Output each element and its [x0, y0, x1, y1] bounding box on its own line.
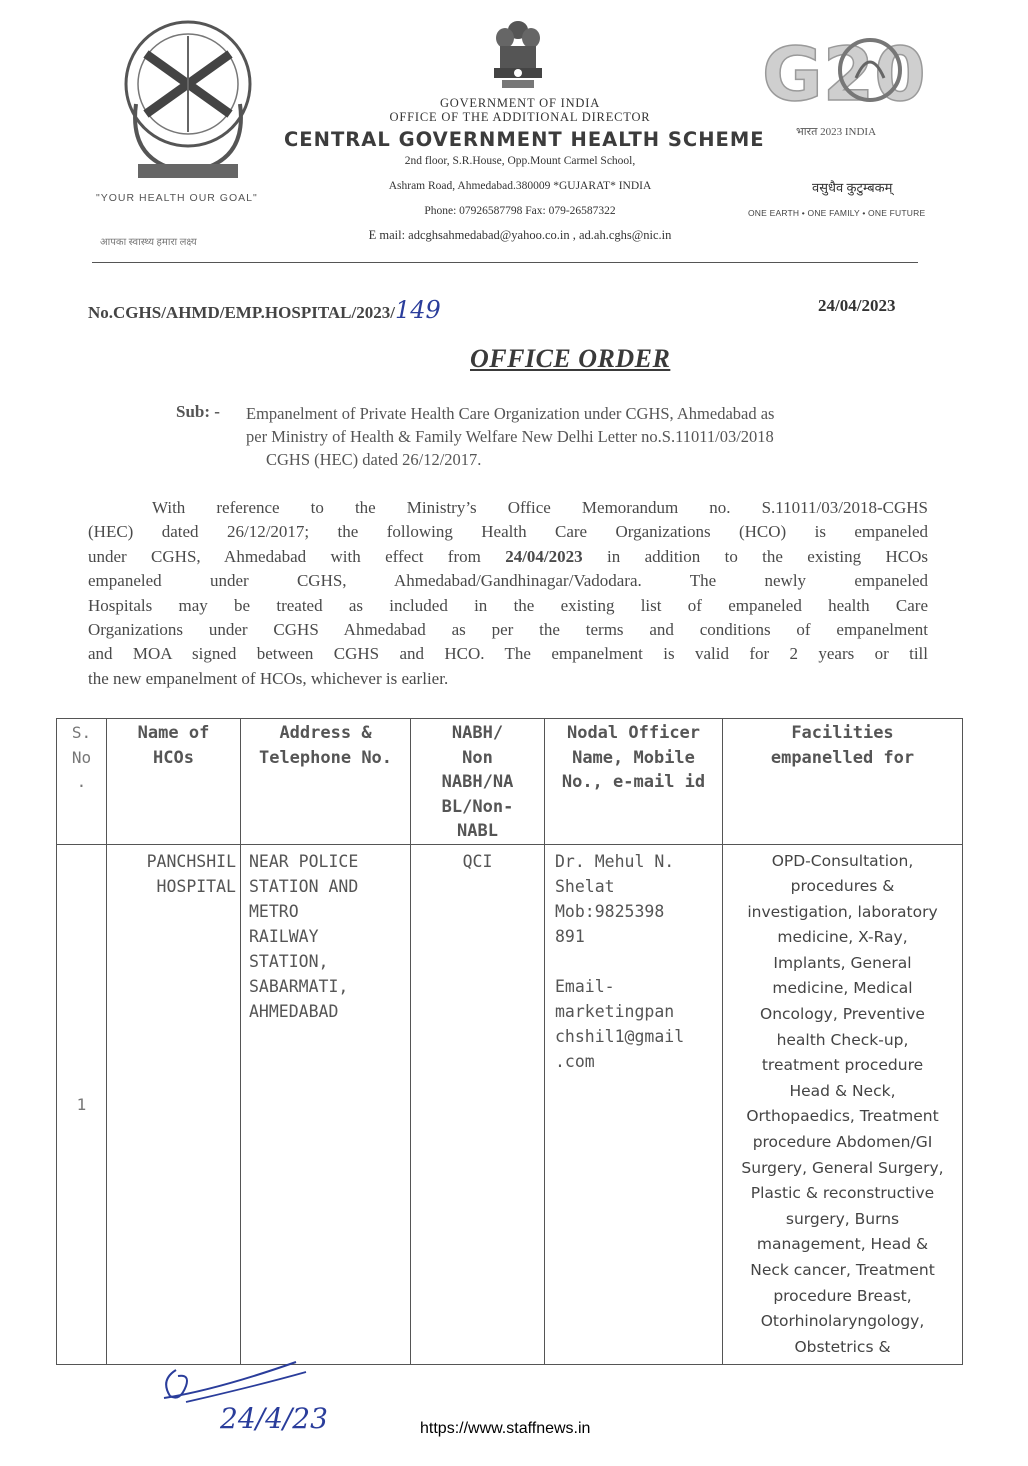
row-name-line: HOSPITAL	[156, 876, 236, 896]
table-header-row	[57, 719, 963, 845]
header-nabh-line: BL/Non-	[441, 796, 514, 817]
row-address-line: NEAR POLICE	[249, 851, 359, 871]
row-nodal-line: Dr. Mehul N.	[555, 851, 675, 871]
facility-line: procedure Abdomen/GI	[752, 1133, 933, 1152]
facility-line: Otorhinolaryngology,	[760, 1312, 925, 1331]
facility-line: investigation, laboratory	[747, 902, 938, 921]
row-facilities-list	[723, 845, 962, 1365]
row-address-line: SABARMATI,	[249, 976, 349, 996]
header-name-line: Name of	[137, 723, 210, 743]
header-address-line: Address &	[279, 723, 372, 743]
reference-handwritten-number: 149	[394, 296, 441, 324]
header-nodal	[545, 719, 723, 845]
body-line: Hospitals may be treated as included in the existing list of empaneled health Care	[88, 595, 928, 615]
header-sno-line: .	[76, 772, 87, 791]
header-facilities-line: Facilities	[791, 723, 894, 743]
body-line: and MOA signed between CGHS and HCO. The empanelment is valid for 2 years or till	[88, 644, 928, 664]
header-nabh-line: Non	[462, 747, 493, 768]
row-facilities	[723, 844, 963, 1365]
facility-line: treatment procedure	[761, 1056, 924, 1075]
hco-table	[56, 718, 963, 1365]
scheme-title: CENTRAL GOVERNMENT HEALTH SCHEME	[284, 128, 765, 151]
row-address-line: RAILWAY	[249, 926, 319, 946]
signature	[156, 1350, 346, 1440]
reference-number	[88, 296, 441, 324]
header-name-line: HCOs	[153, 747, 194, 768]
reference-number-text: No.CGHS/AHMD/EMP.HOSPITAL/2023/	[88, 303, 395, 322]
header-nodal-line: Name, Mobile	[572, 747, 695, 768]
row-nabh-value: QCI	[462, 851, 493, 871]
national-emblem-icon	[488, 16, 548, 94]
subject-line: Empanelment of Private Health Care Organization under CGHS, Ahmedabad as	[246, 404, 775, 423]
facility-line: Plastic & reconstructive	[750, 1184, 935, 1203]
body-line: empaneled under CGHS, Ahmedabad/Gandhinagar/Vadodara. The newly empaneled	[88, 571, 928, 591]
office-line: OFFICE OF THE ADDITIONAL DIRECTOR	[389, 110, 651, 124]
logo-tagline: "YOUR HEALTH OUR GOAL"	[96, 192, 258, 204]
row-nodal-line	[555, 949, 714, 974]
effective-date: 24/04/2023	[505, 546, 583, 566]
g20-motto: ONE EARTH • ONE FAMILY • ONE FUTURE	[748, 208, 926, 218]
row-nodal	[545, 844, 723, 1365]
g20-hindi-motto: वसुधैव कुटुम्बकम्	[812, 180, 893, 195]
subject-line: CGHS (HEC) dated 26/12/2017.	[266, 450, 482, 469]
row-address-line: METRO	[249, 901, 299, 921]
row-nodal-line: Email-	[555, 976, 615, 996]
header-name	[107, 719, 241, 845]
subject-line: per Ministry of Health & Family Welfare New Delhi Letter no.S.11011/03/2018	[246, 427, 774, 446]
address-line-2: Ashram Road, Ahmedabad.380009 *GUJARAT* INDIA	[388, 180, 652, 192]
row-address-line: AHMEDABAD	[249, 1001, 339, 1021]
order-date: 24/04/2023	[818, 296, 896, 315]
row-nodal-line: Mob:9825398	[555, 901, 665, 921]
header-divider	[92, 262, 918, 263]
row-address-line: STATION AND	[249, 876, 359, 896]
body-line: With reference to the Ministry’s Office Memorandum no. S.11011/03/2018-CGHS	[152, 498, 928, 517]
facility-line: Implants, General	[773, 953, 912, 972]
order-body	[88, 496, 928, 691]
body-line: Organizations under CGHS Ahmedabad as per the terms and conditions of empanelment	[88, 620, 928, 640]
logo-hindi-tagline: आपका स्वास्थ्य हमारा लक्ष्य	[100, 237, 197, 248]
signature-date: 24/4/23	[220, 1402, 328, 1435]
gov-line: GOVERNMENT OF INDIA	[439, 96, 601, 110]
facility-line: Orthopaedics, Treatment	[746, 1107, 939, 1126]
header-nabh-line: NABL	[457, 821, 498, 841]
row-nodal-line: 891	[555, 926, 585, 946]
facility-line: management, Head &	[756, 1235, 929, 1254]
footer-url: https://www.staffnews.in	[420, 1420, 591, 1437]
email-line: E mail: adcghsahmedabad@yahoo.co.in , ad.ah.cghs@nic.in	[368, 228, 672, 242]
header-nabh	[411, 719, 545, 845]
header-nodal-line: Nodal Officer	[566, 723, 701, 743]
subject-text	[246, 402, 936, 471]
row-nodal-line: Shelat	[555, 876, 615, 896]
facility-line: health Check-up,	[776, 1030, 909, 1049]
body-line-part: in addition to the existing HCOs	[582, 546, 928, 566]
body-line: the new empanelment of HCOs, whichever is earlier.	[88, 668, 449, 688]
page-title: OFFICE ORDER	[470, 344, 671, 373]
header-sno-line: No	[71, 747, 92, 767]
phone-line: Phone: 07926587798 Fax: 079-26587322	[424, 205, 616, 217]
address-line-1: 2nd floor, S.R.House, Opp.Mount Carmel School,	[404, 155, 636, 167]
header-sno-line: S.	[71, 723, 92, 742]
header-facilities	[723, 719, 963, 845]
g20-india-label: भारत 2023 INDIA	[796, 126, 877, 138]
facility-line: Head & Neck,	[789, 1081, 896, 1100]
facility-line: Oncology, Preventive	[760, 1005, 925, 1024]
header-address	[241, 719, 411, 845]
body-line: (HEC) dated 26/12/2017; the following Health Care Organizations (HCO) is empaneled	[88, 522, 928, 542]
row-address	[241, 844, 411, 1365]
facility-line: procedure Breast,	[773, 1286, 912, 1305]
header-sno	[57, 719, 107, 845]
facility-line: Neck cancer, Treatment	[750, 1261, 935, 1279]
header-nabh-line: NABH/	[451, 723, 504, 743]
row-address-line: STATION,	[249, 951, 329, 971]
body-line-with-date	[88, 545, 928, 569]
government-heading	[300, 96, 740, 124]
facility-line: medicine, X-Ray,	[777, 928, 908, 947]
subject-label: Sub: -	[176, 402, 220, 421]
row-nodal-line: .com	[555, 1051, 595, 1071]
row-nabh	[411, 844, 545, 1365]
facility-line: Surgery, General Surgery,	[741, 1158, 944, 1177]
facility-line: surgery, Burns	[785, 1209, 900, 1228]
row-nodal-line: chshil1@gmail	[555, 1026, 685, 1046]
facility-line: medicine, Medical	[772, 979, 913, 998]
row-name	[107, 844, 241, 1365]
g20-logo	[758, 18, 926, 118]
cghs-logo	[118, 14, 258, 184]
body-line-part: under CGHS, Ahmedabad with effect from	[88, 546, 506, 566]
header-nabh-line: NABH/NA	[441, 772, 514, 792]
row-sno: 1	[57, 844, 107, 1365]
row-nodal-line: marketingpan	[555, 1001, 675, 1021]
facility-line: OPD-Consultation,	[771, 851, 914, 870]
header-facilities-line: empanelled for	[770, 747, 915, 768]
table-row	[57, 844, 963, 1365]
header-address-line: Telephone No.	[258, 747, 393, 768]
row-name-line: PANCHSHIL	[146, 851, 236, 871]
g20-logo-text: G20	[762, 32, 926, 118]
facility-line: Obstetrics &	[794, 1337, 891, 1356]
facility-line: procedures &	[790, 877, 895, 896]
header-nodal-line: No., e-mail id	[561, 772, 706, 792]
